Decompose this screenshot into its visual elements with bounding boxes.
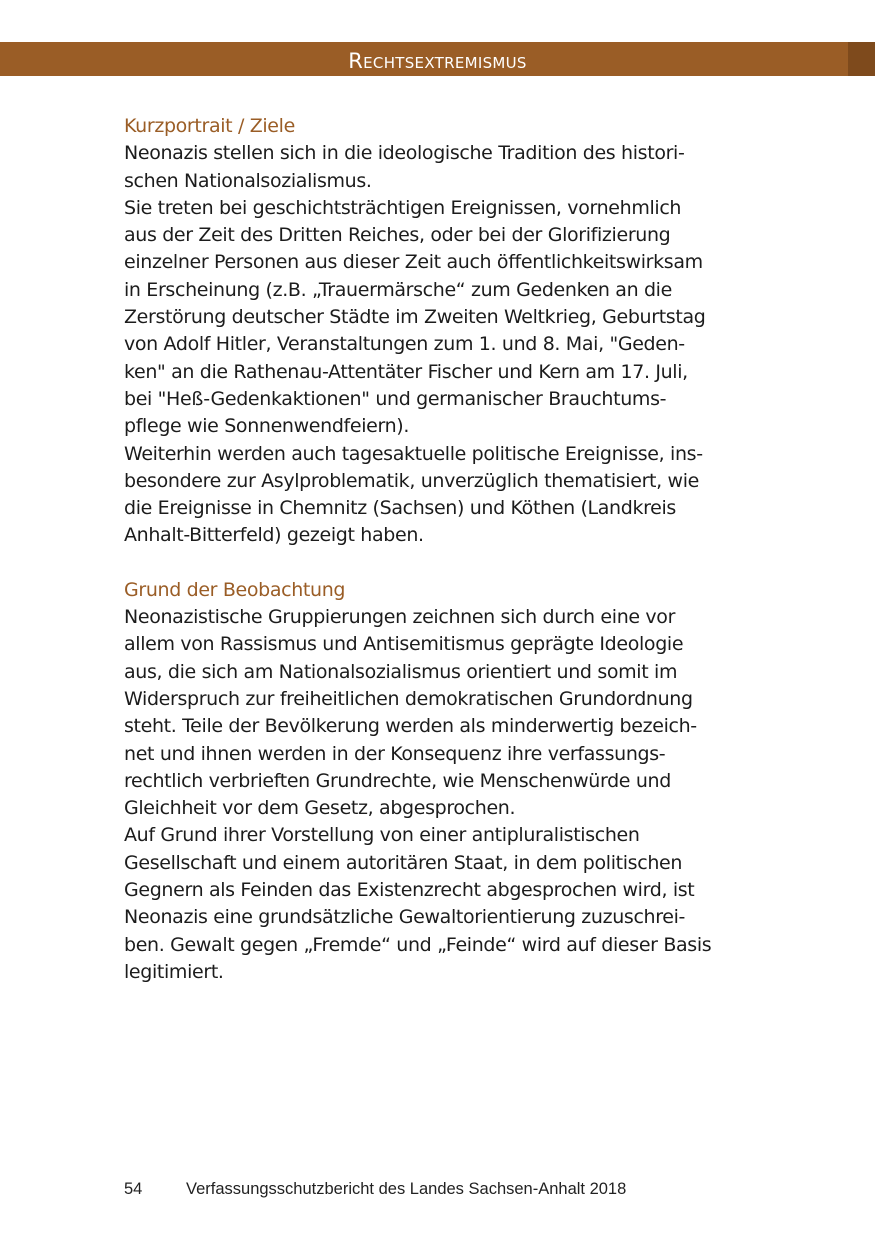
section-spacer [124, 550, 764, 577]
text-line: von Adolf Hitler, Veranstaltungen zum 1. und 8. Mai, "Geden- [124, 333, 685, 356]
text-line: ken" an die Rathenau-Attentäter Fischer und Kern am 17. Juli, [124, 360, 688, 383]
text-line: besondere zur Asylproblematik, unverzüglich thematisiert, wie [124, 469, 699, 492]
text-line: Auf Grund ihrer Vorstellung von einer antipluralistischen [124, 824, 640, 847]
text-line: Gesellschaft und einem autoritären Staat, in dem politischen [124, 851, 683, 874]
section-heading-kurzportrait: Kurzportrait / Ziele [124, 115, 295, 137]
page-footer [124, 1180, 626, 1199]
text-line: bei "Heß-Gedenkaktionen" und germanischer Brauchtums- [124, 387, 667, 410]
section-body-grund [124, 604, 764, 986]
text-line: steht. Teile der Bevölkerung werden als minderwertig bezeich- [124, 715, 697, 738]
text-line: pflege wie Sonnenwendfeiern). [124, 415, 410, 438]
text-line: Widerspruch zur freiheitlichen demokratischen Grundordnung [124, 687, 693, 710]
text-line: allem von Rassismus und Antisemitismus geprägte Ideologie [124, 633, 684, 656]
text-line: Zerstörung deutscher Städte im Zweiten Weltkrieg, Geburtstag [124, 306, 706, 329]
text-line: Gegnern als Feinden das Existenzrecht abgesprochen wird, ist [124, 879, 695, 902]
text-line: einzelner Personen aus dieser Zeit auch öffentlichkeitswirksam [124, 251, 703, 274]
text-line: Weiterhin werden auch tagesaktuelle politische Ereignisse, ins- [124, 442, 703, 465]
text-line: Gleichheit vor dem Gesetz, abgesprochen. [124, 797, 516, 820]
text-line: legitimiert. [124, 960, 224, 983]
section-body-kurzportrait [124, 140, 764, 549]
text-line: aus der Zeit des Dritten Reiches, oder bei der Glorifizierung [124, 224, 671, 247]
text-line: Neonazistische Gruppierungen zeichnen sich durch eine vor [124, 606, 676, 629]
text-line: net und ihnen werden in der Konsequenz ihre verfassungs- [124, 742, 666, 765]
section-heading-grund: Grund der Beobachtung [124, 578, 346, 601]
page-number: 54 [124, 1180, 143, 1198]
main-content [124, 113, 764, 986]
text-line: Anhalt-Bitterfeld) gezeigt haben. [124, 524, 424, 547]
text-line: aus, die sich am Nationalsozialismus orientiert und somit im [124, 660, 678, 683]
page-title: Rechtsextremismus [348, 49, 527, 73]
text-line: schen Nationalsozialismus. [124, 169, 372, 192]
text-line: rechtlich verbrieften Grundrechte, wie Menschenwürde und [124, 769, 671, 792]
text-line: Sie treten bei geschichtsträchtigen Ereignissen, vornehmlich [124, 196, 682, 219]
text-line: in Erscheinung (z.B. „Trauermärsche“ zum Gedenken an die [124, 278, 672, 301]
text-line: Neonazis eine grundsätzliche Gewaltorientierung zuzuschrei- [124, 906, 686, 929]
publication-title: Verfassungsschutzbericht des Landes Sachsen-Anhalt 2018 [186, 1180, 627, 1198]
text-line: ben. Gewalt gegen „Fremde“ und „Feinde“ wird auf dieser Basis [124, 933, 712, 956]
text-line: Neonazis stellen sich in die ideologische Tradition des histori- [124, 142, 685, 165]
text-line: die Ereignisse in Chemnitz (Sachsen) und Köthen (Landkreis [124, 497, 676, 520]
